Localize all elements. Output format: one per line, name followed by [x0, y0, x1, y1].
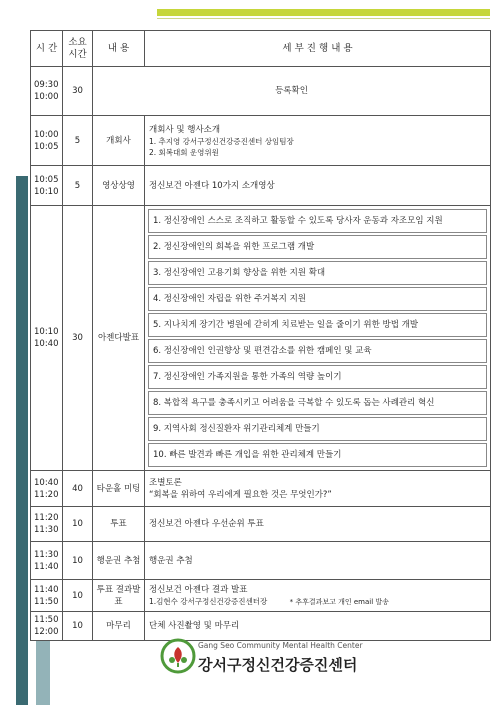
header-details: 세 부 진 행 내 용 — [145, 31, 491, 67]
time-start: 11:20 — [34, 513, 59, 523]
agenda-list — [145, 206, 491, 471]
side-decoration-dark — [16, 176, 28, 705]
agenda-item: 8. 복합적 욕구를 충족시키고 어려움을 극복할 수 있도록 돕는 사례관리 혁신 — [148, 391, 487, 415]
detail-cell — [145, 580, 491, 612]
item-cell: 아젠다발표 — [93, 206, 145, 471]
time-cell — [31, 116, 63, 166]
time-cell — [31, 580, 63, 612]
detail-subline: “회복을 위하여 우리에게 필요한 것은 무엇인가?” — [149, 489, 332, 500]
duration-cell: 5 — [63, 116, 93, 166]
agenda-item: 6. 정신장애인 인권향상 및 편견감소를 위한 캠페인 및 교육 — [148, 339, 487, 363]
time-start: 10:10 — [34, 327, 59, 337]
detail-cell — [145, 471, 491, 507]
time-end: 11:40 — [34, 561, 59, 572]
time-end: 10:05 — [34, 141, 59, 152]
duration-cell: 5 — [63, 166, 93, 206]
time-end: 10:00 — [34, 92, 59, 102]
table-row — [31, 542, 491, 580]
center-logo-icon — [160, 638, 196, 674]
item-cell: 행운권 추첨 — [93, 542, 145, 580]
detail-subline-row — [149, 596, 490, 608]
time-cell — [31, 542, 63, 580]
center-name-kr: 강서구정신건강증진센터 — [198, 656, 358, 674]
header-accent-line — [157, 18, 490, 19]
time-start: 10:00 — [34, 129, 59, 140]
detail-subline: 1. 추지영 강서구정신건강증진센터 상임팀장 — [149, 136, 294, 146]
detail-cell: 행운권 추첨 — [145, 542, 491, 580]
time-cell — [31, 206, 63, 471]
table-row — [31, 67, 491, 116]
detail-title: 조별토론 — [149, 477, 182, 488]
table-row — [31, 166, 491, 206]
time-end: 10:40 — [34, 339, 59, 349]
table-row — [31, 471, 491, 507]
detail-title: 개회사 및 행사소개 — [149, 124, 221, 135]
time-start: 11:40 — [34, 584, 59, 595]
duration-cell: 10 — [63, 542, 93, 580]
agenda-item: 9. 지역사회 정신질환자 위기관리체계 만들기 — [148, 417, 487, 441]
agenda-item: 5. 지나치게 장기간 병원에 갇히게 치료받는 일을 줄이기 위한 방법 개발 — [148, 313, 487, 337]
time-start: 10:40 — [34, 477, 59, 488]
time-end: 11:30 — [34, 525, 59, 535]
duration-cell: 10 — [63, 580, 93, 612]
time-cell — [31, 612, 63, 641]
schedule-table — [30, 30, 491, 641]
detail-title: 정신보건 아젠다 결과 발표 — [149, 584, 248, 595]
header-duration: 소요 시간 — [63, 31, 93, 67]
center-name-en: Gang Seo Community Mental Health Center — [198, 641, 363, 650]
detail-cell: 정신보건 아젠다 우선순위 투표 — [145, 507, 491, 542]
table-header-row — [31, 31, 491, 67]
table-row — [31, 580, 491, 612]
detail-cell: 단체 사진촬영 및 마무리 — [145, 612, 491, 641]
time-start: 11:50 — [34, 615, 59, 625]
detail-cell — [145, 116, 491, 166]
table-row — [31, 206, 491, 471]
agenda-item: 1. 정신장애인 스스로 조직하고 활동할 수 있도록 당사자 운동과 자조모임 지원 — [148, 209, 487, 233]
time-cell — [31, 471, 63, 507]
time-end: 11:20 — [34, 489, 59, 500]
header-content: 내 용 — [93, 31, 145, 67]
duration-cell: 40 — [63, 471, 93, 507]
time-cell — [31, 166, 63, 206]
time-cell — [31, 67, 63, 116]
duration-cell: 30 — [63, 206, 93, 471]
table-row — [31, 116, 491, 166]
time-start: 09:30 — [34, 80, 59, 90]
item-cell: 투표 — [93, 507, 145, 542]
agenda-item: 4. 정신장애인 자립을 위한 주거복지 지원 — [148, 287, 487, 311]
item-cell: 마무리 — [93, 612, 145, 641]
time-end: 12:00 — [34, 627, 59, 637]
time-start: 11:30 — [34, 549, 59, 560]
table-row — [31, 612, 491, 641]
item-cell: 개회사 — [93, 116, 145, 166]
agenda-item: 2. 정신장애인의 회복을 위한 프로그램 개발 — [148, 235, 487, 259]
item-cell: 타운홀 미팅 — [93, 471, 145, 507]
time-end: 11:50 — [34, 596, 59, 607]
agenda-item: 10. 빠른 발견과 빠른 개입을 위한 관리체계 만들기 — [148, 443, 487, 467]
detail-cell: 정신보건 아젠다 10가지 소개영상 — [145, 166, 491, 206]
agenda-item: 7. 정신장애인 가족지원을 통한 가족의 역량 높이기 — [148, 365, 487, 389]
detail-note: * 추후결과보고 개인 email 발송 — [289, 597, 389, 606]
detail-cell: 등록확인 — [93, 67, 491, 116]
header-accent-bar — [157, 9, 490, 16]
item-cell: 영상상영 — [93, 166, 145, 206]
duration-cell: 10 — [63, 507, 93, 542]
time-start: 10:05 — [34, 174, 59, 185]
detail-subline: 1.김현수 강서구정신건강증진센터장 — [149, 596, 268, 606]
agenda-item: 3. 정신장애인 고용기회 향상을 위한 지원 확대 — [148, 261, 487, 285]
time-cell — [31, 507, 63, 542]
duration-cell: 10 — [63, 612, 93, 641]
item-cell: 투표 결과발표 — [93, 580, 145, 612]
table-row — [31, 507, 491, 542]
detail-subline: 2. 회복대회 운영위원 — [149, 147, 219, 157]
header-time: 시 간 — [31, 31, 63, 67]
duration-cell: 30 — [63, 67, 93, 116]
time-end: 10:10 — [34, 186, 59, 197]
